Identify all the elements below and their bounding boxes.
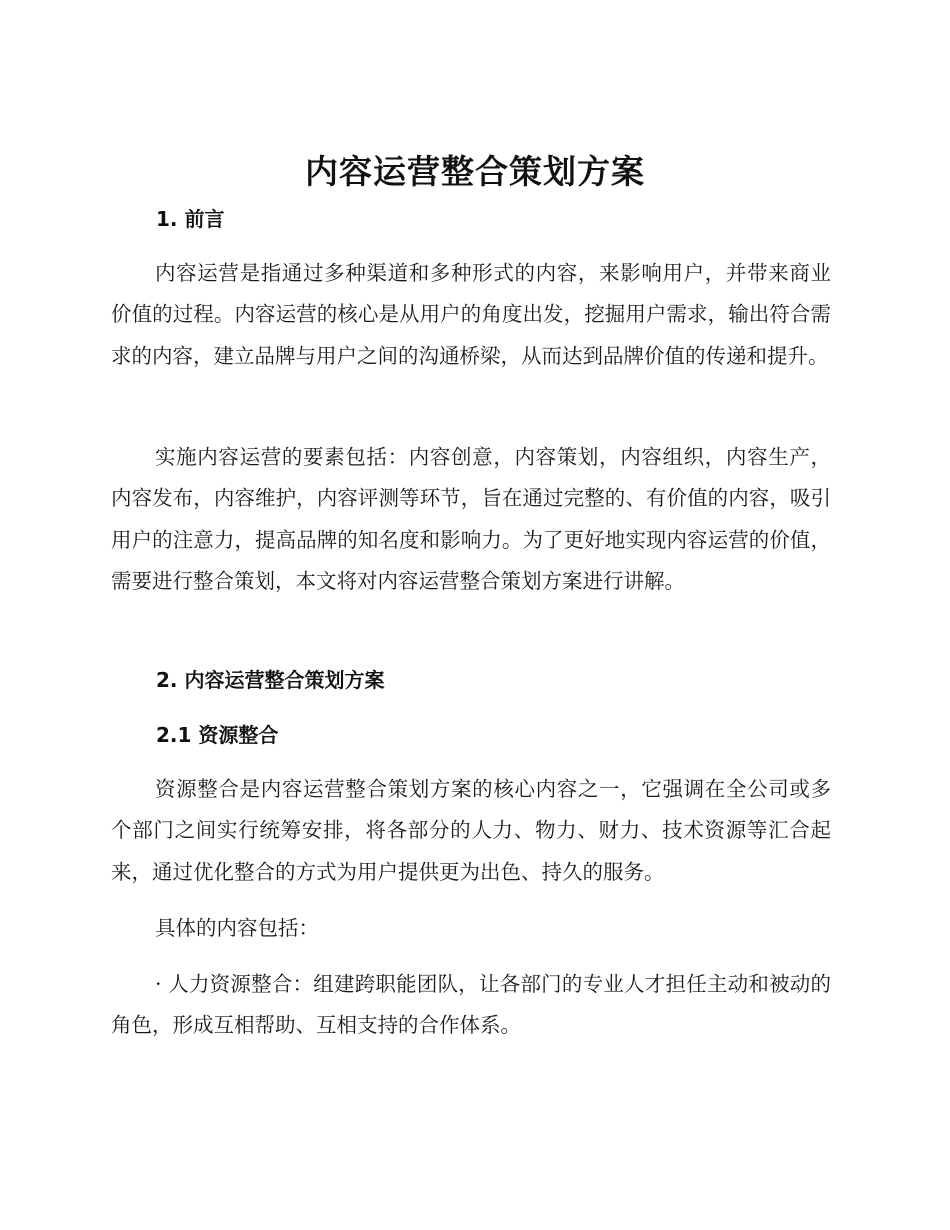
paragraph-specific-contents: 具体的内容包括： [155,916,319,940]
document-title: 内容运营整合策划方案 [305,152,645,191]
paragraph-resource-integration: 资源整合是内容运营整合策划方案的核心内容之一，它强调在全公司或多个部门之间实行统筹安排，将各部分的人力、物力、财力、技术资源等汇合起来，通过优化整合的方式为用户提供更为出色、持久的服务。 [111,777,831,884]
subsection-heading-resource-integration: 2.1 资源整合 [156,723,279,747]
paragraph-content-operation-definition: 内容运营是指通过多种渠道和多种形式的内容，来影响用户，并带来商业价值的过程。内容运营的核心是从用户的角度出发，挖掘用户需求，输出符合需求的内容，建立品牌与用户之间的沟通桥梁，从而达到品牌价值的传递和提升。 [111,261,831,368]
section-heading-preface: 1. 前言 [156,207,225,231]
paragraph-content-operation-elements: 实施内容运营的要素包括：内容创意，内容策划，内容组织，内容生产，内容发布，内容维护，内容评测等环节，旨在通过完整的、有价值的内容，吸引用户的注意力，提高品牌的知名度和影响力。为了更好地实现内容运营的价值，需要进行整合策划，本文将对内容运营整合策划方案进行讲解。 [111,445,831,593]
section-heading-integration-plan: 2. 内容运营整合策划方案 [156,668,385,692]
list-item-human-resource-integration: · 人力资源整合：组建跨职能团队，让各部门的专业人才担任主动和被动的角色，形成互相帮助、互相支持的合作体系。 [111,972,831,1038]
